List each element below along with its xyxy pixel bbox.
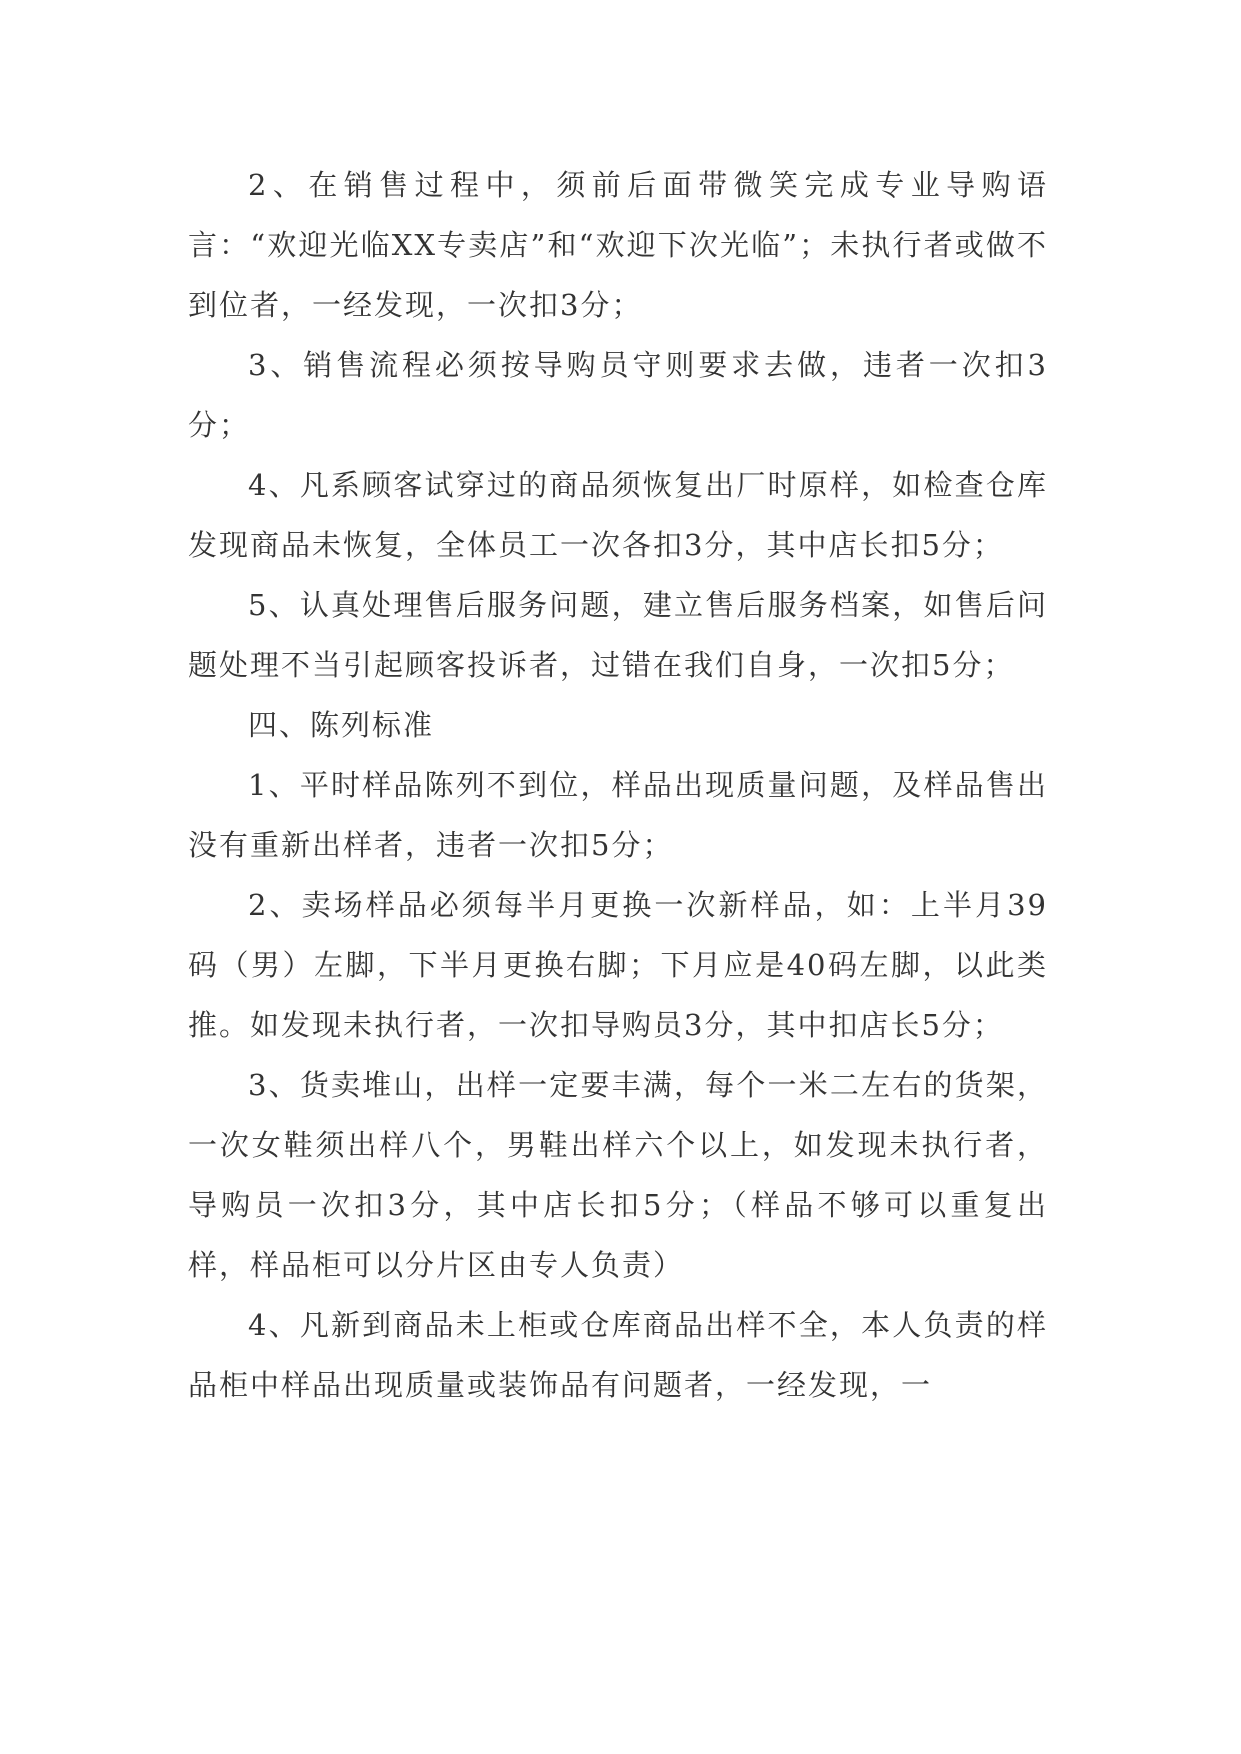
- paragraph-full-display: 3、货卖堆山，出样一定要丰满，每个一米二左右的货架，一次女鞋须出样八个，男鞋出样六个以上，如发现未执行者，导购员一次扣3分，其中店长扣5分；（样品不够可以重复出样，样品柜可以分片区由专人负责）: [188, 1068, 1048, 1282]
- paragraph-after-sales: 5、认真处理售后服务问题，建立售后服务档案，如售后问题处理不当引起顾客投诉者，过错在我们自身，一次扣5分；: [188, 588, 1048, 682]
- section-heading-display-standards: 四、陈列标准: [248, 708, 435, 742]
- paragraph-sales-greeting: 2、在销售过程中，须前后面带微笑完成专业导购语言：“欢迎光临XX专卖店”和“欢迎下次光临”；未执行者或做不到位者，一经发现，一次扣3分；: [188, 168, 1048, 322]
- paragraph-sales-procedure: 3、销售流程必须按导购员守则要求去做，违者一次扣3分；: [188, 348, 1048, 442]
- paragraph-sample-rotation: 2、卖场样品必须每半月更换一次新样品，如：上半月39码（男）左脚，下半月更换右脚；下月应是40码左脚，以此类推。如发现未执行者，一次扣导购员3分，其中扣店长5分；: [188, 888, 1048, 1042]
- document-body: [188, 155, 1048, 1415]
- paragraph-display-placement: 1、平时样品陈列不到位，样品出现质量问题，及样品售出没有重新出样者，违者一次扣5分；: [188, 768, 1048, 862]
- paragraph-new-goods: 4、凡新到商品未上柜或仓库商品出样不全，本人负责的样品柜中样品出现质量或装饰品有问题者，一经发现，一: [188, 1308, 1048, 1402]
- paragraph-tried-goods: 4、凡系顾客试穿过的商品须恢复出厂时原样，如检查仓库发现商品未恢复，全体员工一次各扣3分，其中店长扣5分；: [188, 468, 1048, 562]
